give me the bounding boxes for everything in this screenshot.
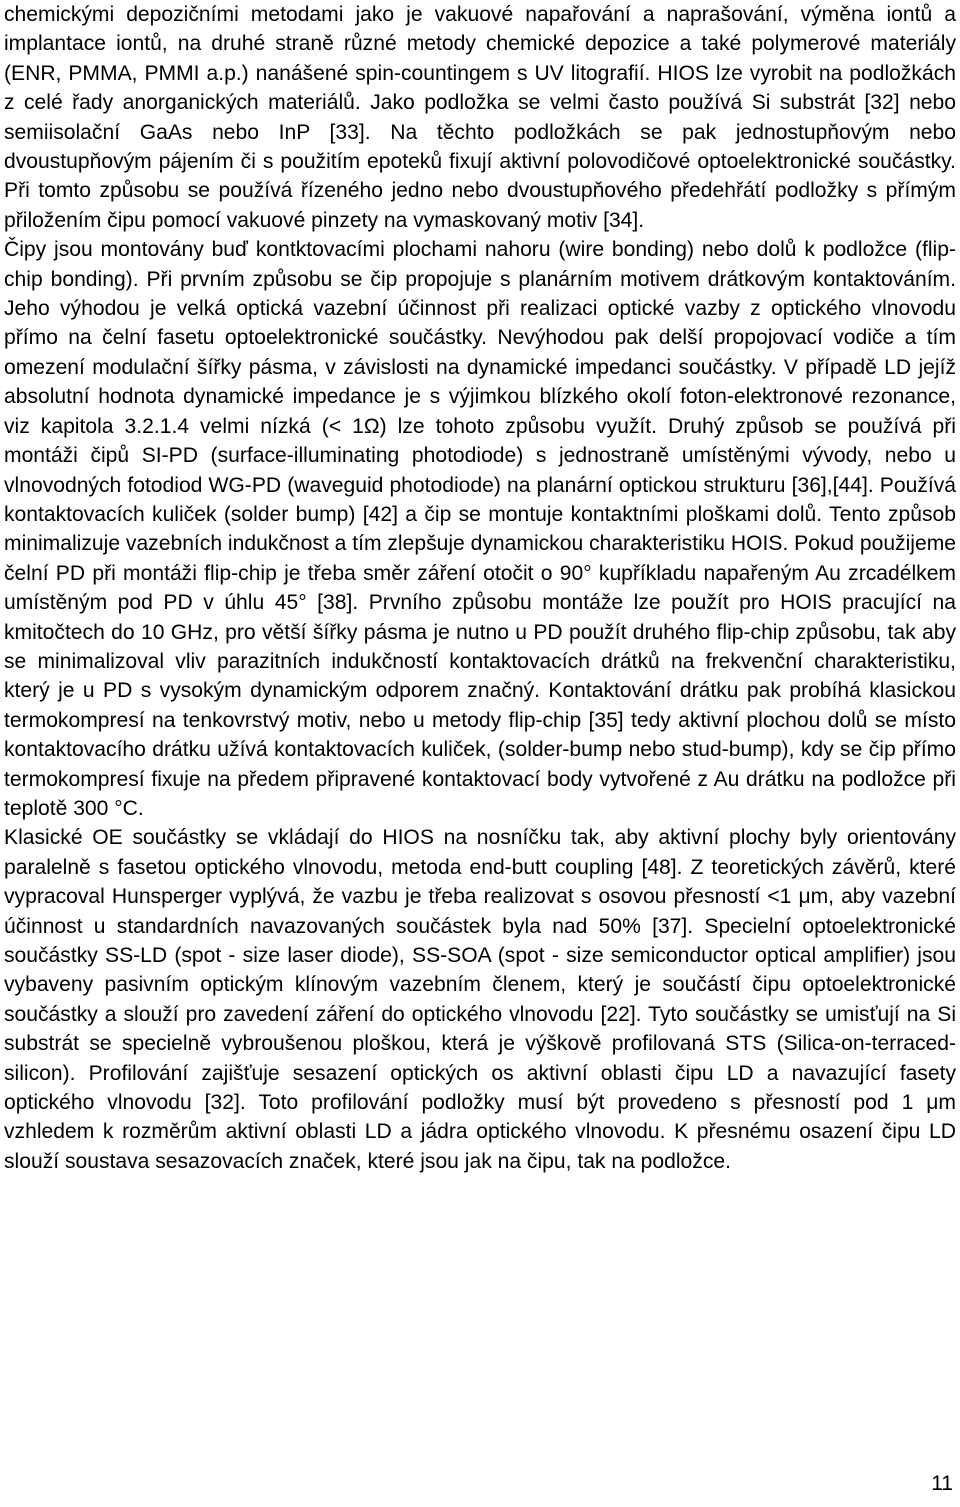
page-number: 11: [931, 1472, 953, 1495]
body-paragraph: chemickými depozičními metodami jako je vakuové napařování a naprašování, výměna iontů a implantace iontů, na druhé straně různé metody chemické depozice a také polymerové materiály (ENR, PMMA, PMMI a.p.) nanášené spin-countingem s UV litografií. HIOS lze vyrobit na podložkách z celé řady anorganických materiálů. Jako podložka se velmi často používá Si substrát [32] nebo semiisolační GaAs nebo InP [33]. Na těchto podložkách se pak jednostupňovým nebo dvoustupňovým pájením či s použitím epoteků fixují aktivní polovodičové optoelektronické součástky. Při tomto způsobu se používá řízeného jedno nebo dvoustupňového předehřátí podložky s přímým přiložením čipu pomocí vakuové pinzety na vymaskovaný motiv [34].: [4, 3, 956, 232]
body-paragraph: Klasické OE součástky se vkládají do HIOS na nosníčku tak, aby aktivní plochy byly orientovány paralelně s fasetou optického vlnovodu, metoda end-butt coupling [48]. Z teoretických závěrů, které vypracoval Hunsperger vyplývá, že vazbu je třeba realizovat s osovou přesností <1 μm, aby vazební účinnost u standardních navazovaných součástek byla nad 50% [37]. Specielní optoelektronické součástky SS-LD (spot - size laser diode), SS-SOA (spot - size semiconductor optical amplifier) jsou vybaveny pasivním optickým klínovým vazebním členem, který je součástí čipu optoelektronické součástky a slouží pro zavedení záření do optického vlnovodu [22]. Tyto součástky se umisťují na Si substrát se specielně vybroušenou ploškou, která je výškově profilovaná STS (Silica-on-terraced-silicon). Profilování zajišťuje sesazení optických os aktivní oblasti čipu LD a navazující fasety optického vlnovodu [32]. Toto profilování podložky musí být provedeno s přesností pod 1 μm vzhledem k rozměrům aktivní oblasti LD a jádra optického vlnovodu. K přesnému osazení čipu LD slouží soustava sesazovacích značek, které jsou jak na čipu, tak na podložce.: [4, 826, 956, 1173]
document-page: [4, 0, 956, 1176]
body-paragraph: Čipy jsou montovány buď kontktovacími plochami nahoru (wire bonding) nebo dolů k podložce (flip-chip bonding). Při prvním způsobu se čip propojuje s planárním motivem drátkovým kontaktováním. Jeho výhodou je velká optická vazební účinnost při realizaci optické vazby z optického vlnovodu přímo na čelní fasetu optoelektronické součástky. Nevýhodou pak delší propojovací vodiče a tím omezení modulační šířky pásma, v závislosti na dynamické impedanci součástky. V případě LD jejíž absolutní hodnota dynamické impedance je s výjimkou blízkého okolí foton-elektronové rezonance, viz kapitola 3.2.1.4 velmi nízká (< 1Ω) lze tohoto způsobu využít. Druhý způsob se používá při montáži čipů SI-PD (surface-illuminating photodiode) s jednostraně umístěnými vývody, nebo u vlnovodných fotodiod WG-PD (waveguid photodiode) na planární optickou strukturu [36],[44]. Používá kontaktovacích kuliček (solder bump) [42] a čip se montuje kontaktními ploškami dolů. Tento způsob minimalizuje vazebních indukčnost a tím zlepšuje dynamickou charakteristiku HOIS. Pokud použijeme čelní PD při montáži flip-chip je třeba směr záření otočit o 90° kupříkladu napařeným Au zrcadélkem umístěným pod PD v úhlu 45° [38]. Prvního způsobu montáže lze použít pro HOIS pracující na kmitočtech do 10 GHz, pro větší šířky pásma je nutno u PD použít druhého flip-chip způsobu, tak aby se minimalizoval vliv parazitních indukčností kontaktovacích drátků na frekvenční charakteristiku, který je u PD s vysokým dynamickým odporem značný. Kontaktování drátku pak probíhá klasickou termokompresí na tenkovrstvý motiv, nebo u metody flip-chip [35] tedy aktivní plochou dolů se místo kontaktovacího drátku užívá kontaktovacích kuliček, (solder-bump nebo stud-bump), kdy se čip přímo termokompresí fixuje na předem připravené kontaktovací body vytvořené z Au drátku na podložce při teplotě 300 °C.: [4, 238, 956, 820]
